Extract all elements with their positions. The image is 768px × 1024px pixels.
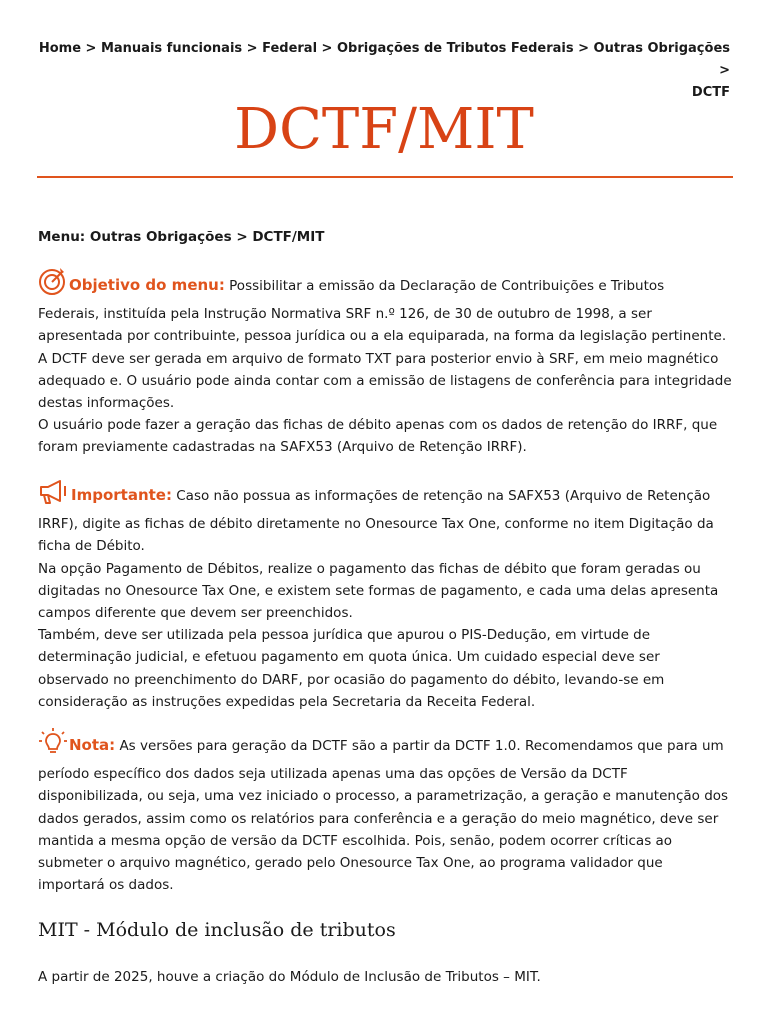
nota-label: Nota: — [69, 736, 116, 754]
nota-callout — [38, 728, 738, 896]
objetivo-line: adequado e. O usuário pode ainda contar com a emissão de listagens de conferência para integridade — [38, 372, 732, 389]
title-divider — [37, 176, 733, 178]
importante-first-line — [38, 478, 738, 513]
importante-first-text: Caso não possua as informações de retenção na SAFX53 (Arquivo de Retenção — [171, 488, 711, 504]
objetivo-line: O usuário pode fazer a geração das fichas de débito apenas com os dados de retenção do IRRF, que — [38, 417, 718, 434]
megaphone-icon — [38, 478, 70, 513]
importante-line: Também, deve ser utilizada pela pessoa jurídica que apurou o PIS-Dedução, em virtude de — [38, 627, 651, 644]
breadcrumb-line-2[interactable]: DCTF — [691, 85, 730, 100]
nota-line: importará os dados. — [38, 877, 174, 894]
nota-line: submeter o arquivo magnético, gerado pelo Onesource Tax One, ao programa validador que — [38, 855, 663, 872]
mit-section-text: A partir de 2025, houve a criação do Módulo de Inclusão de Tributos – MIT. — [38, 969, 541, 985]
nota-line: dados gerados, assim como os relatórios para conferência e a geração do meio magnético, deve ser — [38, 810, 719, 827]
importante-line: determinação judicial, e efetuou pagamento em quota única. Um cuidado especial deve ser — [38, 649, 660, 666]
nota-line: mantida a mesma opção de versão da DCTF escolhida. Pois, senão, podem ocorrer críticas ao — [38, 832, 673, 849]
objetivo-callout — [38, 266, 738, 459]
objetivo-line: destas informações. — [38, 395, 175, 412]
nota-first-text: As versões para geração da DCTF são a partir da DCTF 1.0. Recomendamos que para um — [115, 738, 724, 754]
nota-first-line — [38, 728, 738, 763]
target-icon — [38, 266, 68, 303]
importante-line: consideração as instruções expedidas pela Secretaria da Receita Federal. — [38, 693, 536, 710]
objetivo-first-line — [38, 266, 738, 303]
importante-line: Na opção Pagamento de Débitos, realize o pagamento das fichas de débito que foram geradas ou — [38, 560, 701, 577]
importante-line: observado no preenchimento do DARF, por ocasião do pagamento do débito, levando-se em — [38, 671, 665, 688]
mit-section-heading: MIT - Módulo de inclusão de tributos — [38, 919, 396, 941]
importante-callout — [38, 478, 738, 713]
breadcrumb-line-1[interactable]: Home > Manuais funcionais > Federal > Obrigações de Tributos Federais > Outras Obrigações > — [38, 41, 730, 78]
objetivo-line: apresentada por contribuinte, pessoa jurídica ou a ela equiparada, na forma da legislação pertinente. — [38, 328, 727, 345]
importante-line: ficha de Débito. — [38, 538, 145, 555]
importante-line: campos diferente que devem ser preenchidos. — [38, 605, 353, 622]
objetivo-line: A DCTF deve ser gerada em arquivo de formato TXT para posterior envio à SRF, em meio magnético — [38, 350, 719, 367]
nota-line: disponibilizada, ou seja, uma vez iniciado o processo, a parametrização, a geração e manutenção dos — [38, 788, 729, 805]
lightbulb-icon — [38, 728, 68, 763]
objetivo-first-text: Possibilitar a emissão da Declaração de Contribuições e Tributos — [224, 278, 665, 294]
page-title: DCTF/MIT — [234, 97, 534, 162]
importante-line: IRRF), digite as fichas de débito diretamente no Onesource Tax One, conforme no item Digitação da — [38, 516, 714, 533]
objetivo-line: foram previamente cadastradas na SAFX53 (Arquivo de Retenção IRRF). — [38, 439, 527, 456]
nota-line: período específico dos dados seja utilizada apenas uma das opções de Versão da DCTF — [38, 766, 628, 783]
objetivo-label: Objetivo do menu: — [69, 276, 225, 294]
importante-line: digitadas no Onesource Tax One, e existem sete formas de pagamento, e cada uma delas apresenta — [38, 582, 719, 599]
objetivo-line: Federais, instituída pela Instrução Normativa SRF n.º 126, de 30 de outubro de 1998, a ser — [38, 306, 652, 323]
importante-label: Importante: — [71, 486, 172, 504]
menu-path: Menu: Outras Obrigações > DCTF/MIT — [38, 229, 325, 245]
